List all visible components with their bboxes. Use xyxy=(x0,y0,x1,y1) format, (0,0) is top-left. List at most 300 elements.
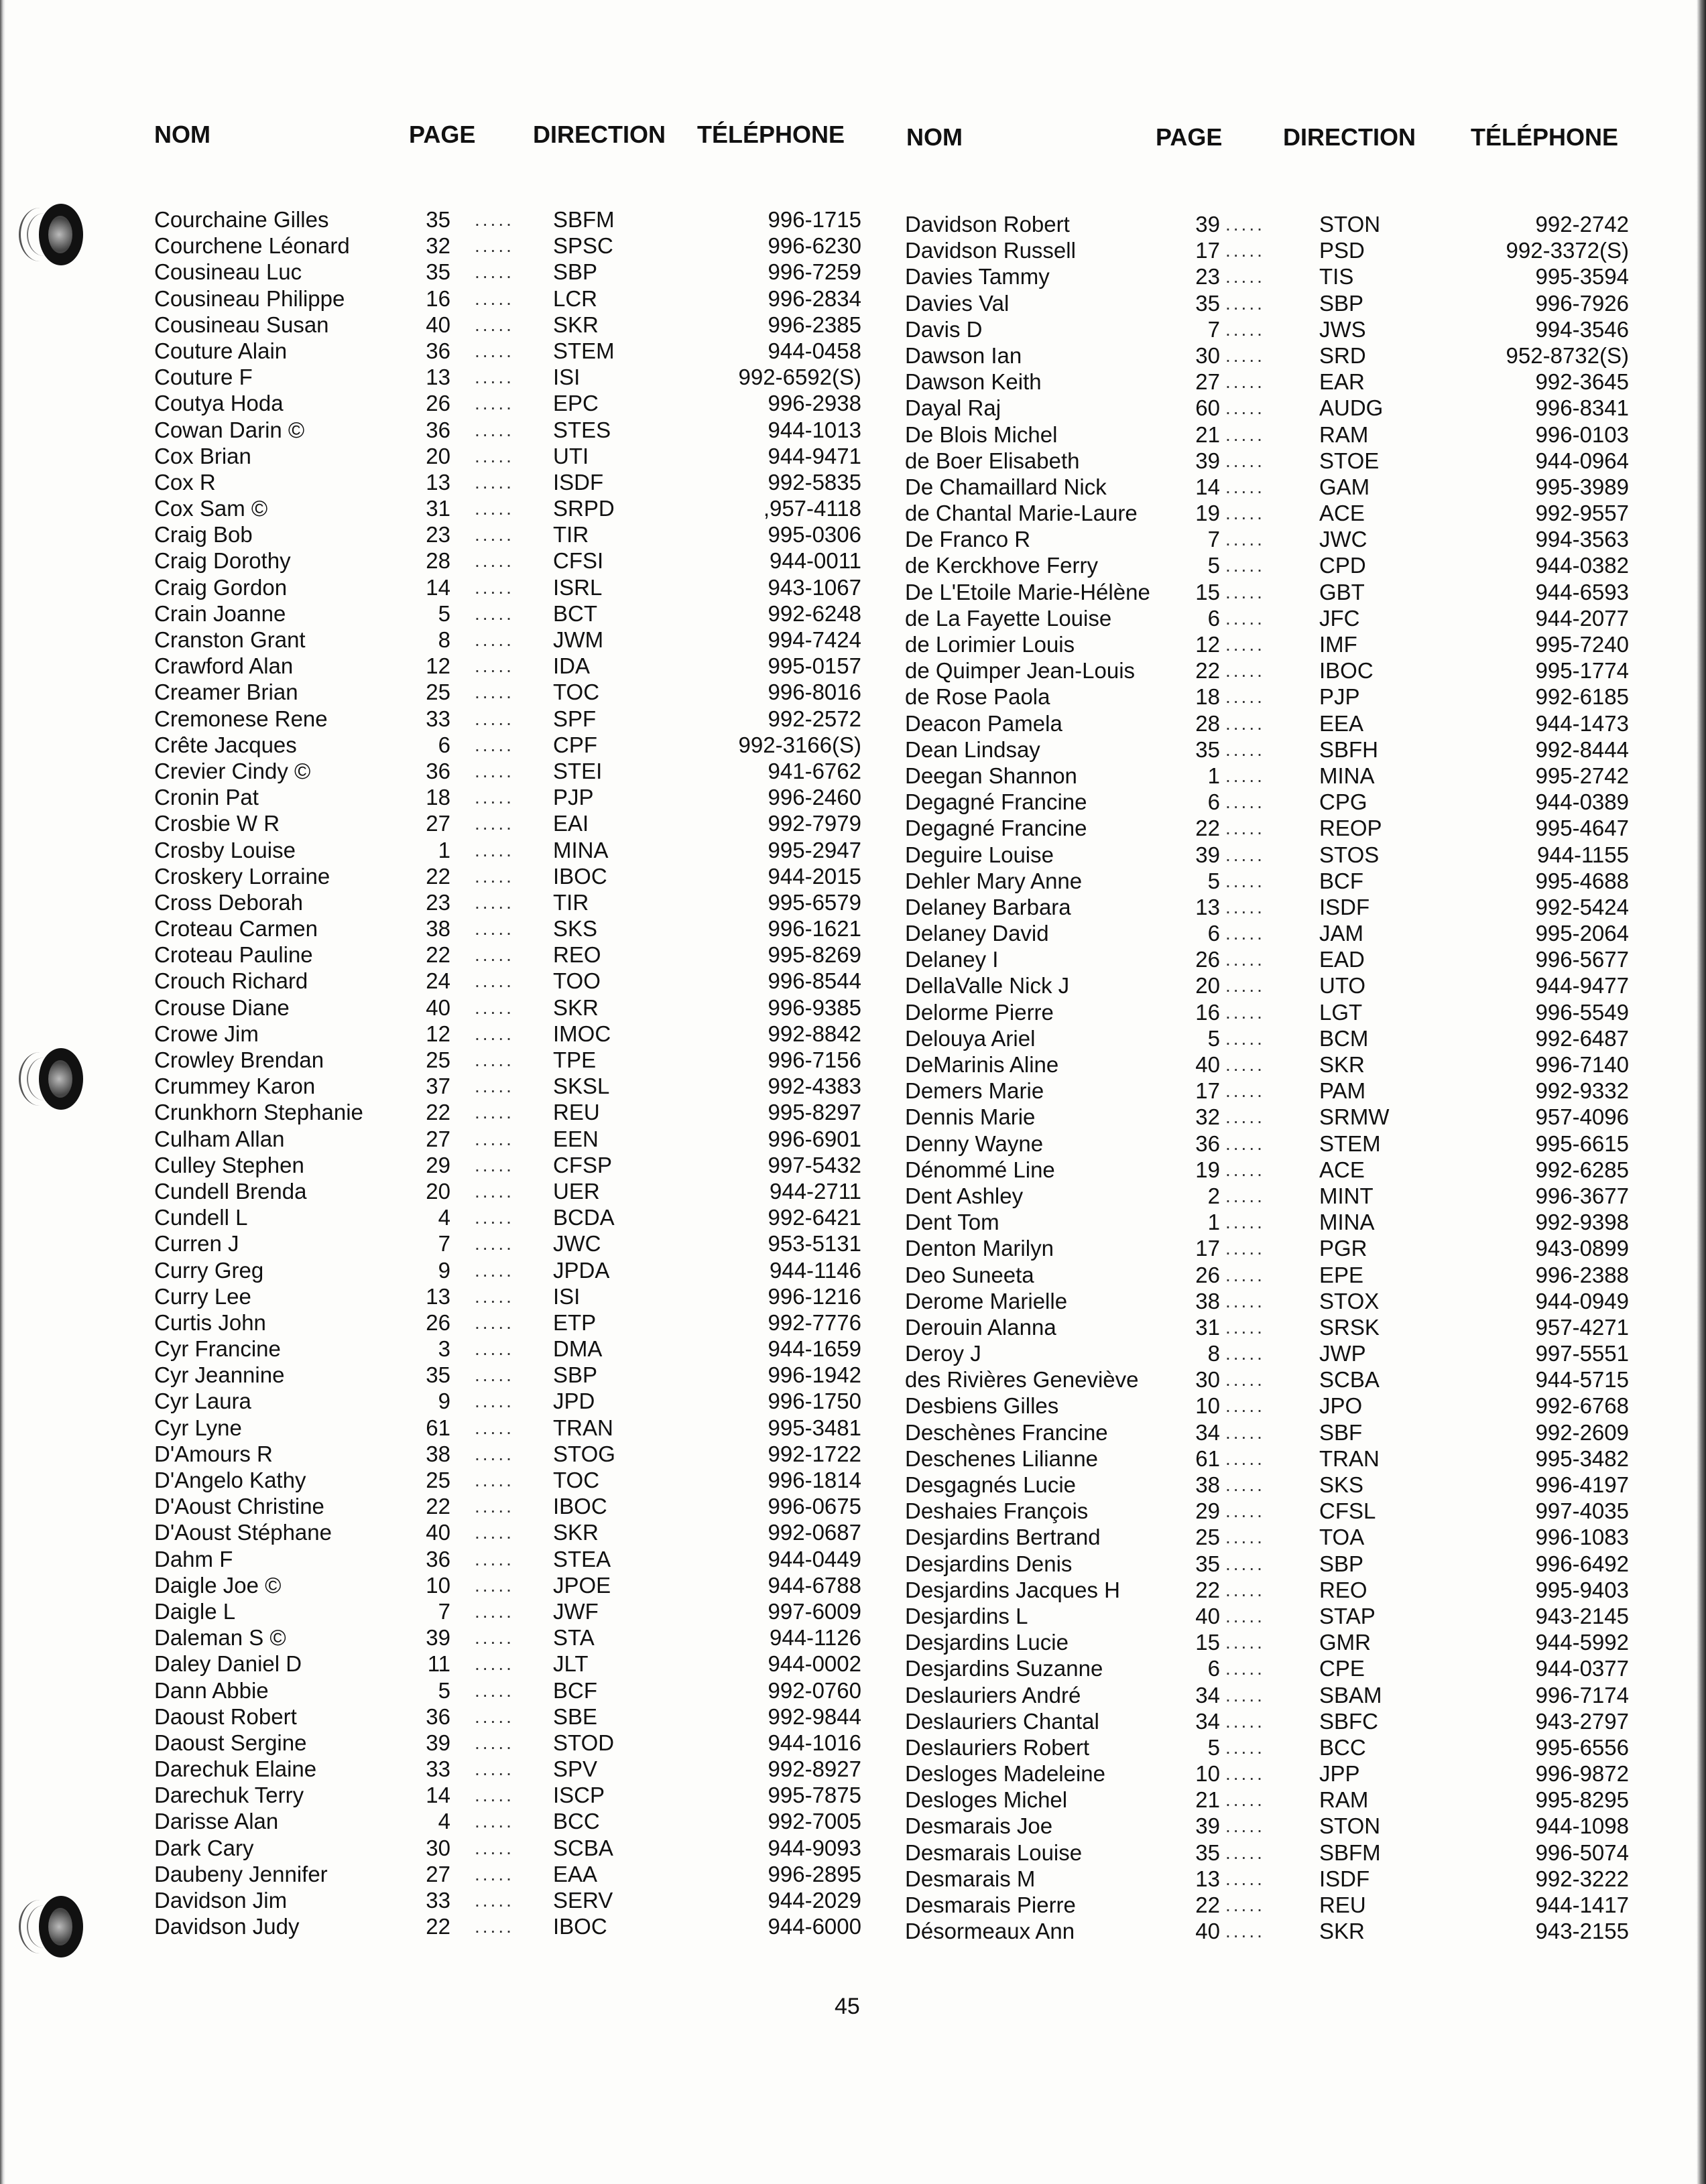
directory-entry xyxy=(154,443,861,469)
entry-direction: SRSK xyxy=(1319,1314,1380,1340)
leader-dots: ..... xyxy=(1225,1474,1265,1495)
entry-direction: EAA xyxy=(553,1861,598,1886)
entry-direction: SRD xyxy=(1319,342,1366,368)
entry-telephone: 996-5549 xyxy=(1535,999,1629,1025)
entry-page: 10 xyxy=(426,1572,450,1598)
entry-telephone: 944-1126 xyxy=(769,1625,861,1651)
leader-dots: ..... xyxy=(475,235,514,257)
entry-direction: SKR xyxy=(553,1520,599,1545)
entry-direction: ISRL xyxy=(553,574,603,600)
entry-telephone: 992-5424 xyxy=(1535,894,1629,919)
binder-hole-top xyxy=(19,201,86,268)
entry-name: Crummey Karon xyxy=(154,1074,316,1099)
leader-dots: ..... xyxy=(475,891,514,913)
directory-entry xyxy=(154,1388,861,1414)
leader-dots: ..... xyxy=(1225,738,1265,760)
entry-name: Deschenes Lilianne xyxy=(905,1446,1099,1471)
entry-page: 22 xyxy=(426,942,450,968)
directory-entry xyxy=(905,1787,1629,1813)
entry-page: 38 xyxy=(426,1441,450,1466)
entry-page: 5 xyxy=(1207,1025,1220,1051)
entry-telephone: 953-5131 xyxy=(768,1231,861,1257)
entry-page: 39 xyxy=(1195,842,1220,867)
entry-page: 14 xyxy=(426,1783,450,1808)
entry-direction: BCDA xyxy=(553,1205,615,1230)
entry-page: 20 xyxy=(426,1178,450,1204)
entry-name: Deo Suneeta xyxy=(905,1262,1034,1287)
leader-dots: ..... xyxy=(475,261,514,283)
directory-entry xyxy=(154,915,861,942)
entry-page: 7 xyxy=(438,1598,450,1624)
entry-page: 14 xyxy=(1195,474,1220,499)
leader-dots: ..... xyxy=(1225,607,1265,629)
entry-page: 7 xyxy=(438,1231,450,1257)
leader-dots: ..... xyxy=(475,1785,514,1806)
entry-name: Craig Bob xyxy=(154,522,253,548)
entry-page: 36 xyxy=(426,1546,450,1571)
entry-telephone: 944-5715 xyxy=(1535,1367,1629,1393)
entry-name: Cronin Pat xyxy=(154,785,259,810)
directory-entry xyxy=(905,237,1629,263)
entry-name: D'Aoust Stéphane xyxy=(154,1520,332,1545)
entry-telephone: 996-2388 xyxy=(1535,1262,1629,1287)
leader-dots: ..... xyxy=(475,1417,514,1438)
entry-direction: STOD xyxy=(553,1730,615,1755)
entry-name: Dark Cary xyxy=(154,1835,254,1860)
leader-dots: ..... xyxy=(1225,1185,1265,1206)
entry-name: Croteau Carmen xyxy=(154,916,318,942)
entry-telephone: 943-2145 xyxy=(1535,1603,1629,1628)
leader-dots: ..... xyxy=(475,1311,514,1333)
entry-page: 22 xyxy=(1195,658,1220,684)
directory-entry xyxy=(905,842,1629,868)
leader-dots: ..... xyxy=(1225,318,1265,340)
leader-dots: ..... xyxy=(475,1207,514,1228)
entry-telephone: 941-6762 xyxy=(768,758,861,783)
entry-telephone: 996-7259 xyxy=(768,259,861,285)
entry-telephone: 992-3222 xyxy=(1535,1866,1629,1891)
leader-dots: ..... xyxy=(475,1732,514,1753)
directory-entry xyxy=(905,1366,1629,1393)
directory-entry xyxy=(154,1126,861,1152)
entry-telephone: 992-8444 xyxy=(1535,736,1629,762)
entry-page: 38 xyxy=(1195,1288,1220,1313)
entry-page: 6 xyxy=(1207,605,1220,631)
entry-direction: CPE xyxy=(1319,1656,1365,1681)
entry-page: 26 xyxy=(426,1309,450,1335)
entry-page: 10 xyxy=(1195,1761,1220,1787)
leader-dots: ..... xyxy=(1225,397,1265,419)
entry-telephone: 996-8341 xyxy=(1535,395,1629,421)
directory-entry xyxy=(905,684,1629,710)
entry-telephone: 944-0449 xyxy=(768,1546,861,1571)
entry-page: 19 xyxy=(1195,501,1220,526)
entry-direction: RAM xyxy=(1319,422,1369,447)
entry-page: 32 xyxy=(1195,1104,1220,1130)
entry-name: Creamer Brian xyxy=(154,680,298,705)
entry-direction: ISCP xyxy=(553,1783,605,1808)
entry-direction: BCM xyxy=(1319,1025,1369,1051)
entry-direction: REO xyxy=(1319,1577,1367,1602)
directory-entry xyxy=(154,1572,861,1598)
entry-direction: EPC xyxy=(553,391,599,416)
leader-dots: ..... xyxy=(1225,712,1265,734)
entry-telephone: 996-1216 xyxy=(768,1283,861,1309)
entry-telephone: 995-2064 xyxy=(1535,921,1629,946)
directory-entry xyxy=(154,1782,861,1808)
directory-entry xyxy=(905,1131,1629,1157)
directory-entry xyxy=(905,1288,1629,1314)
entry-name: Desjardins Jacques H xyxy=(905,1577,1120,1602)
entry-name: Dayal Raj xyxy=(905,395,1001,421)
entry-telephone: 944-6593 xyxy=(1535,579,1629,604)
entry-direction: SBP xyxy=(1319,1551,1364,1576)
entry-direction: BCC xyxy=(1319,1734,1366,1760)
entry-name: Cundell L xyxy=(154,1205,248,1230)
entry-name: Davidson Russell xyxy=(905,238,1076,263)
entry-name: Desjardins Suzanne xyxy=(905,1656,1103,1681)
entry-direction: TOC xyxy=(553,680,600,705)
leader-dots: ..... xyxy=(1225,634,1265,655)
entry-telephone: 996-5074 xyxy=(1535,1840,1629,1865)
entry-direction: SKR xyxy=(1319,1052,1365,1077)
entry-page: 17 xyxy=(1195,1236,1220,1261)
entry-name: Degagné Francine xyxy=(905,816,1087,841)
entry-name: Delaney Barbara xyxy=(905,894,1071,919)
leader-dots: ..... xyxy=(475,1443,514,1464)
leader-dots: ..... xyxy=(1225,1448,1265,1469)
leader-dots: ..... xyxy=(475,367,514,388)
leader-dots: ..... xyxy=(1225,450,1265,471)
leader-dots: ..... xyxy=(475,1600,514,1622)
entry-name: Cousineau Susan xyxy=(154,312,329,337)
directory-entry xyxy=(154,653,861,679)
entry-name: Crouse Diane xyxy=(154,994,290,1020)
entry-name: Davies Val xyxy=(905,290,1010,316)
page-number: 45 xyxy=(835,1994,860,2019)
scan-edge-left xyxy=(0,0,5,2184)
entry-telephone: 996-4197 xyxy=(1535,1472,1629,1497)
directory-entry xyxy=(905,342,1629,369)
leader-dots: ..... xyxy=(1225,240,1265,261)
entry-page: 30 xyxy=(1195,1367,1220,1393)
directory-entry xyxy=(905,1577,1629,1603)
entry-direction: BCC xyxy=(553,1809,600,1834)
entry-telephone: 992-6487 xyxy=(1535,1025,1629,1051)
leader-dots: ..... xyxy=(475,1285,514,1307)
entry-direction: LGT xyxy=(1319,999,1363,1025)
entry-name: Crain Joanne xyxy=(154,600,286,626)
entry-page: 35 xyxy=(1195,290,1220,316)
entry-page: 35 xyxy=(426,1362,450,1388)
leader-dots: ..... xyxy=(1225,292,1265,314)
entry-page: 40 xyxy=(1195,1919,1220,1944)
entry-name: Dahm F xyxy=(154,1546,233,1571)
entry-direction: JWP xyxy=(1319,1341,1366,1366)
leader-dots: ..... xyxy=(1225,1763,1265,1785)
directory-entry xyxy=(905,422,1629,448)
entry-name: Deschènes Francine xyxy=(905,1419,1108,1445)
entry-telephone: 995-0306 xyxy=(768,522,861,548)
entry-name: Crouch Richard xyxy=(154,968,308,994)
entry-name: de Quimper Jean-Louis xyxy=(905,658,1136,684)
directory-entry xyxy=(154,1546,861,1572)
entry-direction: SBE xyxy=(553,1704,598,1729)
entry-page: 28 xyxy=(1195,710,1220,736)
entry-name: Denton Marilyn xyxy=(905,1236,1054,1261)
entry-telephone: ,957-4118 xyxy=(763,496,861,521)
entry-direction: ISI xyxy=(553,365,581,390)
leader-dots: ..... xyxy=(475,1890,514,1911)
entry-direction: TRAN xyxy=(1319,1446,1380,1471)
leader-dots: ..... xyxy=(1225,1632,1265,1653)
entry-direction: GMR xyxy=(1319,1630,1371,1655)
directory-entry xyxy=(154,1677,861,1704)
leader-dots: ..... xyxy=(1225,1290,1265,1311)
leader-dots: ..... xyxy=(1225,975,1265,997)
entry-direction: IMOC xyxy=(553,1021,611,1046)
entry-name: Cox Brian xyxy=(154,443,251,468)
entry-telephone: 996-1083 xyxy=(1535,1525,1629,1550)
entry-telephone: 992-6421 xyxy=(768,1205,861,1230)
entry-name: Deacon Pamela xyxy=(905,710,1062,736)
directory-entry xyxy=(905,1262,1629,1288)
leader-dots: ..... xyxy=(475,1548,514,1569)
entry-page: 38 xyxy=(426,916,450,942)
entry-name: Desmarais M xyxy=(905,1866,1036,1891)
entry-direction: STON xyxy=(1319,1813,1381,1839)
directory-entry xyxy=(905,972,1629,999)
entry-page: 17 xyxy=(1195,1078,1220,1104)
entry-direction: SBF xyxy=(1319,1419,1363,1445)
leader-dots: ..... xyxy=(475,682,514,703)
entry-name: Desmarais Pierre xyxy=(905,1892,1076,1917)
entry-name: Daubeny Jennifer xyxy=(154,1861,328,1886)
directory-entry xyxy=(154,1230,861,1257)
entry-direction: SRMW xyxy=(1319,1104,1390,1130)
entry-direction: UTI xyxy=(553,443,589,468)
entry-telephone: 995-2742 xyxy=(1535,763,1629,788)
entry-telephone: 944-0389 xyxy=(1535,789,1629,815)
leader-dots: ..... xyxy=(1225,1001,1265,1023)
leader-dots: ..... xyxy=(475,865,514,887)
leader-dots: ..... xyxy=(475,1364,514,1386)
directory-entry xyxy=(905,1918,1629,1944)
directory-entry xyxy=(154,1152,861,1178)
entry-telephone: 997-4035 xyxy=(1535,1498,1629,1524)
entry-telephone: 944-9093 xyxy=(768,1835,861,1860)
entry-telephone: 996-5677 xyxy=(1535,947,1629,972)
leader-dots: ..... xyxy=(1225,581,1265,602)
entry-name: Cox Sam © xyxy=(154,496,268,521)
directory-entry xyxy=(154,1493,861,1519)
leader-dots: ..... xyxy=(1225,896,1265,917)
leader-dots: ..... xyxy=(475,1574,514,1596)
entry-name: Cowan Darin © xyxy=(154,417,305,442)
leader-dots: ..... xyxy=(475,629,514,650)
leader-dots: ..... xyxy=(475,419,514,440)
entry-telephone: 943-1067 xyxy=(768,574,861,600)
directory-entry xyxy=(154,1861,861,1887)
directory-entry xyxy=(154,1835,861,1861)
directory-entry xyxy=(905,500,1629,526)
entry-name: Deguire Louise xyxy=(905,842,1054,867)
directory-entry xyxy=(154,1178,861,1204)
directory-entry xyxy=(154,285,861,312)
entry-name: Daoust Robert xyxy=(154,1704,297,1729)
directory-entry xyxy=(154,1441,861,1467)
directory-entry xyxy=(905,946,1629,972)
entry-page: 35 xyxy=(426,259,450,285)
entry-direction: BCT xyxy=(553,600,597,626)
leader-dots: ..... xyxy=(475,1049,514,1070)
entry-page: 5 xyxy=(1207,868,1220,893)
entry-direction: STEM xyxy=(553,338,615,363)
entry-direction: REU xyxy=(1319,1892,1366,1917)
entry-telephone: 992-2572 xyxy=(768,706,861,731)
entry-page: 17 xyxy=(1195,238,1220,263)
directory-column-left xyxy=(154,206,861,1939)
entry-direction: JWC xyxy=(553,1231,601,1257)
directory-entry xyxy=(905,763,1629,789)
entry-page: 5 xyxy=(1207,1734,1220,1760)
entry-direction: REU xyxy=(553,1100,600,1125)
entry-page: 22 xyxy=(1195,1892,1220,1917)
entry-page: 1 xyxy=(1207,1210,1220,1235)
entry-page: 22 xyxy=(426,1494,450,1519)
entry-name: Demers Marie xyxy=(905,1078,1044,1104)
entry-direction: STOX xyxy=(1319,1288,1380,1313)
entry-name: de Boer Elisabeth xyxy=(905,448,1080,473)
leader-dots: ..... xyxy=(475,1758,514,1780)
entry-page: 34 xyxy=(1195,1682,1220,1708)
entry-telephone: 995-6615 xyxy=(1535,1131,1629,1156)
entry-page: 8 xyxy=(438,627,450,652)
entry-direction: ISI xyxy=(553,1283,581,1309)
entry-page: 39 xyxy=(1195,212,1220,237)
entry-direction: STAP xyxy=(1319,1603,1376,1628)
entry-page: 20 xyxy=(426,443,450,468)
entry-name: Cundell Brenda xyxy=(154,1178,307,1204)
entry-page: 13 xyxy=(1195,1866,1220,1891)
entry-page: 21 xyxy=(1195,422,1220,447)
leader-dots: ..... xyxy=(475,393,514,414)
entry-page: 11 xyxy=(427,1651,450,1677)
entry-telephone: 996-1621 xyxy=(768,916,861,942)
leader-dots: ..... xyxy=(1225,476,1265,497)
entry-name: Desjardins Lucie xyxy=(905,1630,1069,1655)
entry-telephone: 944-2077 xyxy=(1535,605,1629,631)
leader-dots: ..... xyxy=(1225,1579,1265,1600)
entry-page: 26 xyxy=(1195,947,1220,972)
leader-dots: ..... xyxy=(1225,1212,1265,1233)
entry-direction: JWS xyxy=(1319,316,1366,342)
entry-direction: IMF xyxy=(1319,632,1357,657)
directory-entry xyxy=(905,1498,1629,1524)
directory-entry xyxy=(905,631,1629,657)
entry-name: Curren J xyxy=(154,1231,239,1257)
entry-name: De Franco R xyxy=(905,527,1031,552)
entry-telephone: 996-7926 xyxy=(1535,290,1629,316)
entry-direction: UTO xyxy=(1319,973,1366,999)
entry-name: Daley Daniel D xyxy=(154,1651,302,1677)
directory-entry xyxy=(154,1336,861,1362)
directory-entry xyxy=(905,1051,1629,1078)
entry-page: 10 xyxy=(1195,1393,1220,1419)
entry-direction: SPSC xyxy=(553,233,613,259)
entry-direction: SRPD xyxy=(553,496,615,521)
directory-entry xyxy=(154,1047,861,1073)
entry-page: 26 xyxy=(1195,1262,1220,1287)
directory-entry xyxy=(905,894,1629,920)
leader-dots: ..... xyxy=(475,445,514,466)
leader-dots: ..... xyxy=(1225,1421,1265,1443)
leader-dots: ..... xyxy=(475,314,514,335)
entry-name: Deslauriers André xyxy=(905,1682,1081,1708)
entry-page: 60 xyxy=(1195,395,1220,421)
entry-name: Curry Lee xyxy=(154,1283,251,1309)
entry-page: 23 xyxy=(426,889,450,915)
entry-page: 33 xyxy=(426,1888,450,1913)
entry-telephone: 992-4383 xyxy=(768,1074,861,1099)
entry-name: Cousineau Luc xyxy=(154,259,302,285)
entry-telephone: 992-8842 xyxy=(768,1021,861,1046)
entry-telephone: 944-9471 xyxy=(768,443,861,468)
leader-dots: ..... xyxy=(475,1102,514,1123)
directory-entry xyxy=(905,290,1629,316)
directory-column-right xyxy=(905,211,1629,1944)
directory-entry xyxy=(905,1393,1629,1419)
leader-dots: ..... xyxy=(475,944,514,966)
entry-page: 35 xyxy=(1195,1840,1220,1865)
entry-name: Dénommé Line xyxy=(905,1157,1055,1182)
entry-direction: PAM xyxy=(1319,1078,1366,1104)
leader-dots: ..... xyxy=(1225,1894,1265,1915)
entry-telephone: 996-8544 xyxy=(768,968,861,994)
entry-telephone: 995-4688 xyxy=(1535,868,1629,893)
entry-telephone: 995-9403 xyxy=(1535,1577,1629,1602)
entry-direction: SBP xyxy=(553,259,598,285)
directory-entry xyxy=(905,211,1629,237)
entry-telephone: 994-3563 xyxy=(1535,527,1629,552)
entry-name: Daleman S © xyxy=(154,1625,286,1651)
entry-telephone: 992-9332 xyxy=(1535,1078,1629,1104)
entry-direction: TOC xyxy=(553,1468,600,1492)
entry-name: Cranston Grant xyxy=(154,627,306,652)
directory-entry xyxy=(905,448,1629,474)
entry-telephone: 944-0377 xyxy=(1535,1656,1629,1681)
directory-entry xyxy=(154,1073,861,1099)
header-direction: DIRECTION xyxy=(533,121,666,148)
entry-page: 22 xyxy=(1195,816,1220,841)
directory-entry xyxy=(154,627,861,653)
entry-page: 19 xyxy=(1195,1157,1220,1182)
directory-entry xyxy=(154,574,861,600)
entry-page: 36 xyxy=(426,417,450,442)
header-nom: NOM xyxy=(154,121,210,148)
leader-dots: ..... xyxy=(475,1076,514,1097)
entry-direction: JAM xyxy=(1319,921,1363,946)
entry-telephone: 996-6230 xyxy=(768,233,861,259)
directory-entry xyxy=(154,1598,861,1624)
entry-page: 1 xyxy=(1207,763,1220,788)
entry-direction: SBFH xyxy=(1319,736,1379,762)
directory-entry xyxy=(154,1021,861,1047)
entry-name: Dean Lindsay xyxy=(905,736,1040,762)
leader-dots: ..... xyxy=(475,734,514,755)
entry-page: 25 xyxy=(1195,1525,1220,1550)
entry-telephone: 995-1774 xyxy=(1535,658,1629,684)
